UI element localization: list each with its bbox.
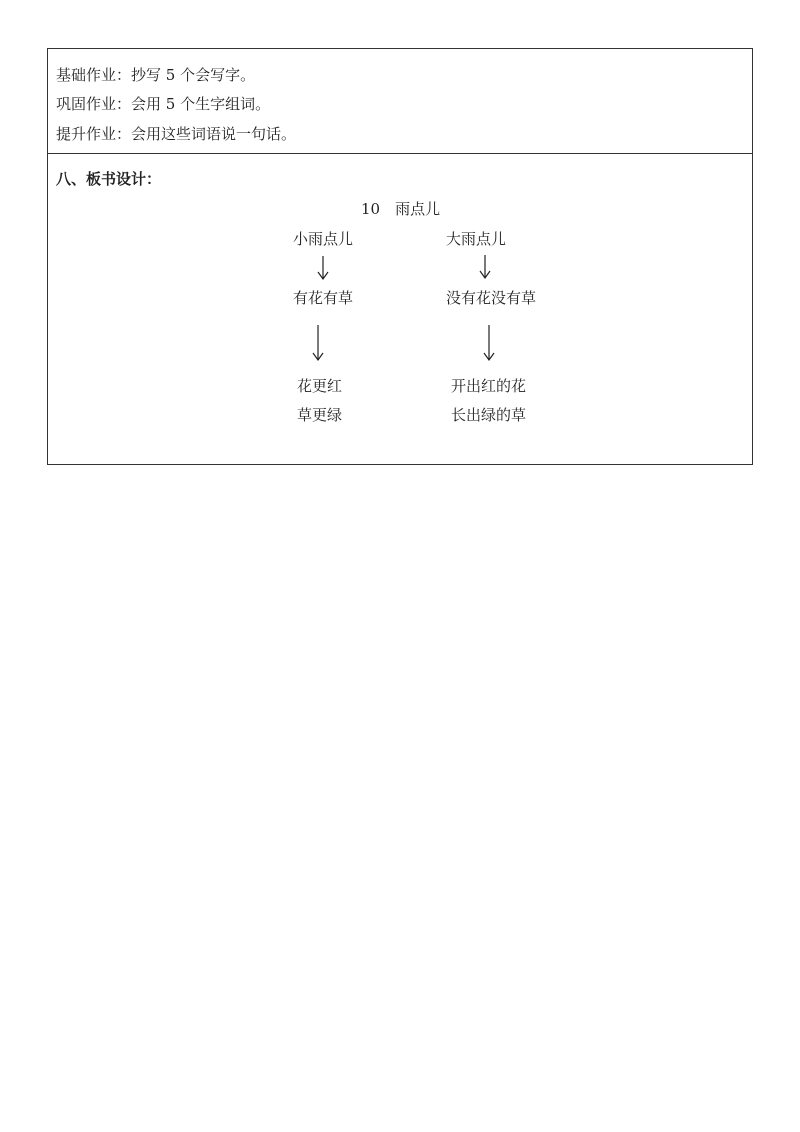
lesson-plan-table [47,48,753,465]
homework-improve: 提升作业：会用这些词语说一句话。 [56,125,297,143]
board-design-row [48,154,752,464]
homework-basic: 基础作业：抄写 5 个会写字。 [56,66,256,84]
section-title: 八、板书设计： [56,170,162,188]
left-place: 有花有草 [293,289,354,307]
homework-row [48,49,752,154]
left-arrow-long-down-icon [311,324,325,362]
right-arrow-down-icon [478,254,492,280]
right-result-line2: 长出绿的草 [451,406,527,424]
left-result-line2: 草更绿 [297,406,343,424]
homework-consolidate: 巩固作业：会用 5 个生字组词。 [56,95,271,113]
lesson-title: 10 雨点儿 [361,200,441,218]
left-arrow-down-icon [316,255,330,281]
right-result-line1: 开出红的花 [451,377,527,395]
right-arrow-long-down-icon [482,324,496,362]
right-place: 没有花没有草 [446,289,537,307]
left-subject: 小雨点儿 [293,230,354,248]
left-result-line1: 花更红 [297,377,343,395]
right-subject: 大雨点儿 [446,230,507,248]
